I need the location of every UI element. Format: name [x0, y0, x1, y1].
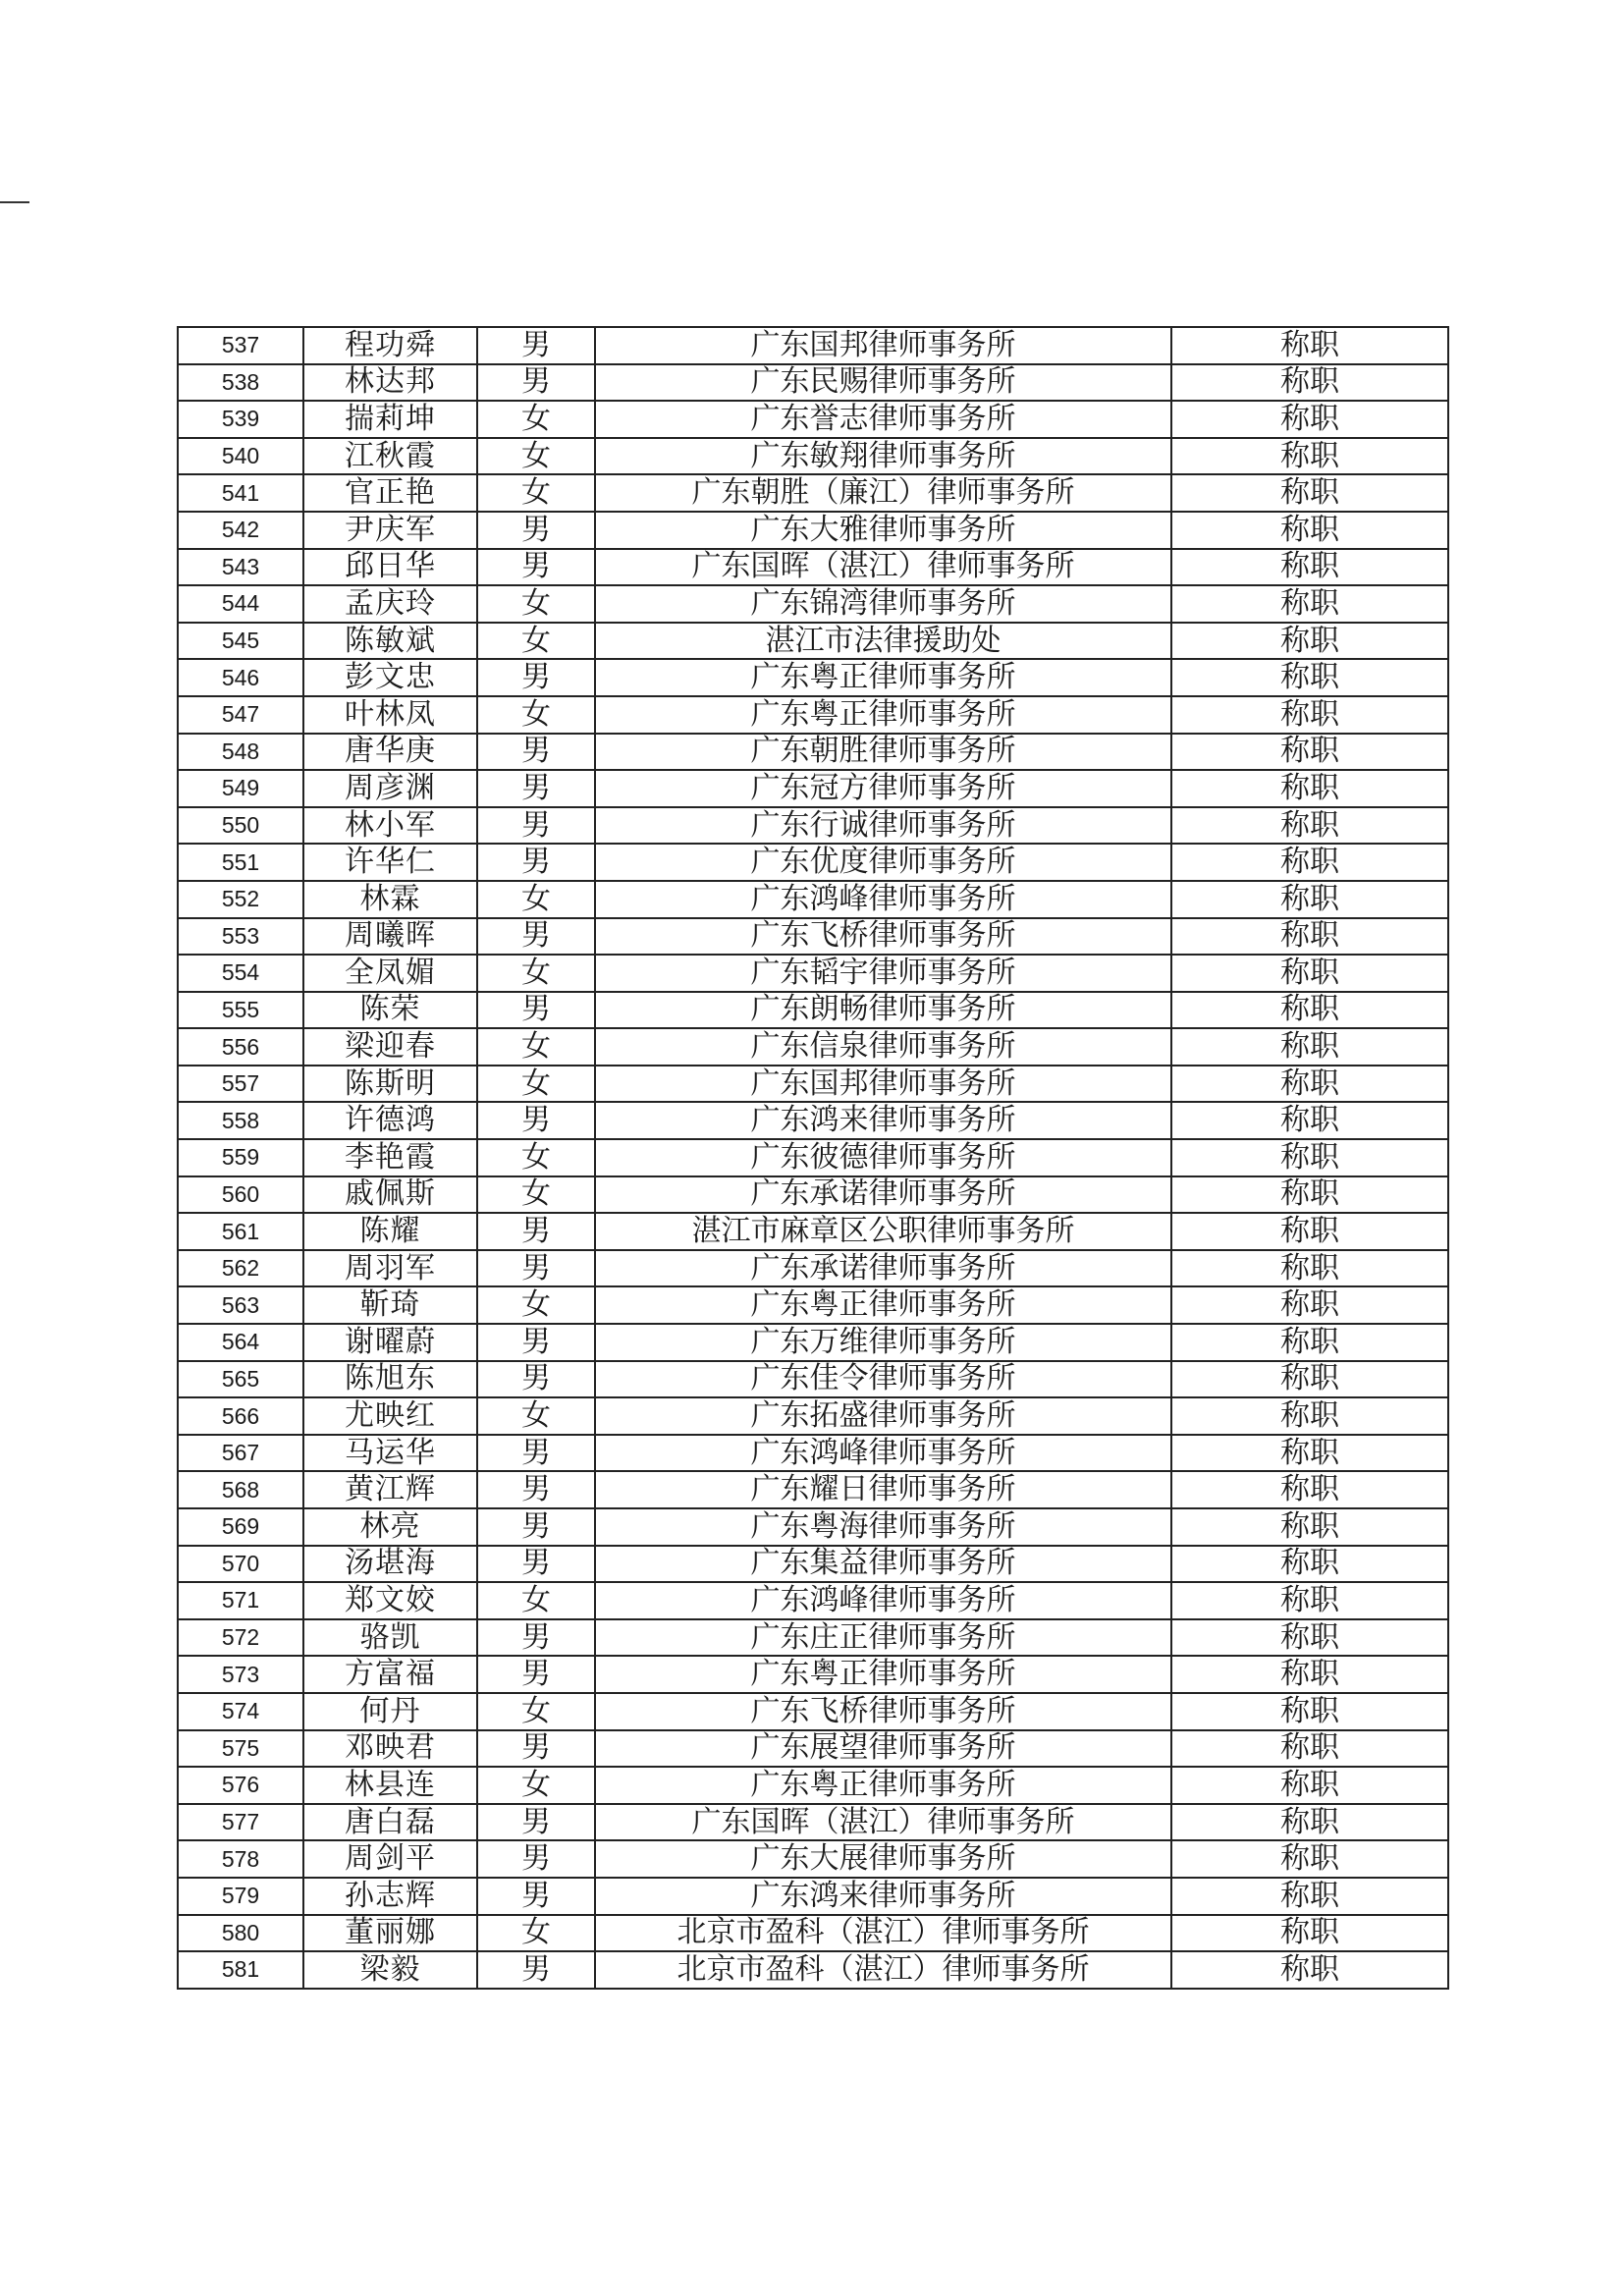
law-firm-cell: 广东粤正律师事务所: [595, 1767, 1171, 1804]
law-firm-cell: 广东鸿来律师事务所: [595, 1878, 1171, 1915]
lawyer-name-cell: 林霖: [303, 881, 477, 918]
gender-cell: 男: [477, 1213, 595, 1250]
table-row: [178, 1324, 1448, 1361]
lawyer-name-cell: 彭文忠: [303, 659, 477, 696]
lawyer-name-cell: 唐白磊: [303, 1804, 477, 1841]
gender-cell: 男: [477, 1730, 595, 1768]
lawyer-name-cell: 许德鸿: [303, 1102, 477, 1139]
lawyer-name-cell: 董丽娜: [303, 1915, 477, 1952]
gender-cell: 女: [477, 1176, 595, 1214]
law-firm-cell: 广东彼德律师事务所: [595, 1139, 1171, 1176]
law-firm-cell: 广东大雅律师事务所: [595, 512, 1171, 549]
table-row: [178, 1028, 1448, 1066]
gender-cell: 男: [477, 1508, 595, 1546]
law-firm-cell: 广东国邦律师事务所: [595, 1066, 1171, 1103]
law-firm-cell: 广东承诺律师事务所: [595, 1250, 1171, 1287]
lawyer-name-cell: 梁迎春: [303, 1028, 477, 1066]
table-row: [178, 1878, 1448, 1915]
law-firm-cell: 广东朗畅律师事务所: [595, 992, 1171, 1029]
row-number-cell: 573: [178, 1656, 303, 1693]
table-row: [178, 1951, 1448, 1989]
lawyer-name-cell: 周彦渊: [303, 770, 477, 807]
gender-cell: 男: [477, 1951, 595, 1989]
row-number-cell: 549: [178, 770, 303, 807]
assessment-result-cell: 称职: [1171, 1397, 1448, 1435]
lawyer-name-cell: 孟庆玲: [303, 585, 477, 623]
lawyer-name-cell: 陈旭东: [303, 1361, 477, 1398]
gender-cell: 女: [477, 1139, 595, 1176]
lawyer-name-cell: 周曦晖: [303, 918, 477, 956]
law-firm-cell: 湛江市麻章区公职律师事务所: [595, 1213, 1171, 1250]
law-firm-cell: 广东粤海律师事务所: [595, 1508, 1171, 1546]
row-number-cell: 550: [178, 807, 303, 845]
assessment-result-cell: 称职: [1171, 807, 1448, 845]
row-number-cell: 539: [178, 401, 303, 438]
table-row: [178, 1286, 1448, 1324]
law-firm-cell: 广东粤正律师事务所: [595, 1286, 1171, 1324]
law-firm-cell: 广东国晖（湛江）律师事务所: [595, 549, 1171, 586]
lawyer-name-cell: 郑文姣: [303, 1582, 477, 1619]
row-number-cell: 571: [178, 1582, 303, 1619]
table-row: [178, 474, 1448, 512]
assessment-result-cell: 称职: [1171, 918, 1448, 956]
row-number-cell: 544: [178, 585, 303, 623]
assessment-result-cell: 称职: [1171, 1915, 1448, 1952]
law-firm-cell: 广东飞桥律师事务所: [595, 1693, 1171, 1730]
law-firm-cell: 广东拓盛律师事务所: [595, 1397, 1171, 1435]
row-number-cell: 555: [178, 992, 303, 1029]
gender-cell: 女: [477, 1066, 595, 1103]
lawyer-name-cell: 林达邦: [303, 364, 477, 402]
table-row: [178, 512, 1448, 549]
assessment-result-cell: 称职: [1171, 1250, 1448, 1287]
lawyer-name-cell: 江秋霞: [303, 438, 477, 475]
law-firm-cell: 广东鸿来律师事务所: [595, 1102, 1171, 1139]
law-firm-cell: 广东行诚律师事务所: [595, 807, 1171, 845]
gender-cell: 男: [477, 1250, 595, 1287]
row-number-cell: 566: [178, 1397, 303, 1435]
assessment-result-cell: 称职: [1171, 1176, 1448, 1214]
assessment-result-cell: 称职: [1171, 1324, 1448, 1361]
gender-cell: 男: [477, 1324, 595, 1361]
assessment-result-cell: 称职: [1171, 1508, 1448, 1546]
law-firm-cell: 北京市盈科（湛江）律师事务所: [595, 1915, 1171, 1952]
gender-cell: 女: [477, 881, 595, 918]
law-firm-cell: 广东粤正律师事务所: [595, 696, 1171, 734]
row-number-cell: 563: [178, 1286, 303, 1324]
gender-cell: 男: [477, 1619, 595, 1657]
table-row: [178, 1804, 1448, 1841]
row-number-cell: 538: [178, 364, 303, 402]
lawyer-name-cell: 尹庆军: [303, 512, 477, 549]
row-number-cell: 553: [178, 918, 303, 956]
table-row: [178, 401, 1448, 438]
assessment-result-cell: 称职: [1171, 659, 1448, 696]
law-firm-cell: 广东庄正律师事务所: [595, 1619, 1171, 1657]
table-row: [178, 1508, 1448, 1546]
lawyer-name-cell: 揣莉坤: [303, 401, 477, 438]
row-number-cell: 579: [178, 1878, 303, 1915]
row-number-cell: 567: [178, 1435, 303, 1472]
assessment-result-cell: 称职: [1171, 881, 1448, 918]
table-row: [178, 770, 1448, 807]
gender-cell: 男: [477, 327, 595, 364]
table-row: [178, 1656, 1448, 1693]
law-firm-cell: 广东冠方律师事务所: [595, 770, 1171, 807]
law-firm-cell: 广东朝胜律师事务所: [595, 734, 1171, 771]
table-row: [178, 364, 1448, 402]
table-row: [178, 1066, 1448, 1103]
row-number-cell: 543: [178, 549, 303, 586]
law-firm-cell: 广东鸿峰律师事务所: [595, 1582, 1171, 1619]
gender-cell: 男: [477, 1546, 595, 1583]
table-row: [178, 1102, 1448, 1139]
assessment-result-cell: 称职: [1171, 1066, 1448, 1103]
assessment-result-cell: 称职: [1171, 1028, 1448, 1066]
law-firm-cell: 广东信泉律师事务所: [595, 1028, 1171, 1066]
assessment-result-cell: 称职: [1171, 623, 1448, 660]
assessment-result-cell: 称职: [1171, 1840, 1448, 1878]
assessment-result-cell: 称职: [1171, 1656, 1448, 1693]
table-row: [178, 1619, 1448, 1657]
row-number-cell: 552: [178, 881, 303, 918]
table-row: [178, 918, 1448, 956]
assessment-result-cell: 称职: [1171, 585, 1448, 623]
row-number-cell: 545: [178, 623, 303, 660]
assessment-result-cell: 称职: [1171, 327, 1448, 364]
row-number-cell: 548: [178, 734, 303, 771]
gender-cell: 男: [477, 844, 595, 881]
lawyer-name-cell: 李艳霞: [303, 1139, 477, 1176]
law-firm-cell: 广东耀日律师事务所: [595, 1471, 1171, 1508]
table-row: [178, 659, 1448, 696]
gender-cell: 男: [477, 1102, 595, 1139]
assessment-result-cell: 称职: [1171, 1730, 1448, 1768]
row-number-cell: 569: [178, 1508, 303, 1546]
table-row: [178, 1397, 1448, 1435]
row-number-cell: 572: [178, 1619, 303, 1657]
gender-cell: 男: [477, 549, 595, 586]
row-number-cell: 551: [178, 844, 303, 881]
assessment-result-cell: 称职: [1171, 1435, 1448, 1472]
lawyer-name-cell: 程功舜: [303, 327, 477, 364]
lawyer-name-cell: 唐华庚: [303, 734, 477, 771]
gender-cell: 男: [477, 1435, 595, 1472]
assessment-result-cell: 称职: [1171, 955, 1448, 992]
lawyer-name-cell: 陈耀: [303, 1213, 477, 1250]
table-row: [178, 696, 1448, 734]
assessment-result-cell: 称职: [1171, 1693, 1448, 1730]
law-firm-cell: 广东粤正律师事务所: [595, 1656, 1171, 1693]
assessment-result-cell: 称职: [1171, 992, 1448, 1029]
gender-cell: 男: [477, 659, 595, 696]
gender-cell: 女: [477, 1582, 595, 1619]
assessment-result-cell: 称职: [1171, 1286, 1448, 1324]
assessment-result-cell: 称职: [1171, 1878, 1448, 1915]
law-firm-cell: 广东万维律师事务所: [595, 1324, 1171, 1361]
assessment-result-cell: 称职: [1171, 364, 1448, 402]
lawyer-name-cell: 方富福: [303, 1656, 477, 1693]
table-row: [178, 844, 1448, 881]
lawyer-name-cell: 谢曜蔚: [303, 1324, 477, 1361]
gender-cell: 女: [477, 438, 595, 475]
lawyer-name-cell: 许华仁: [303, 844, 477, 881]
lawyer-name-cell: 林小军: [303, 807, 477, 845]
row-number-cell: 574: [178, 1693, 303, 1730]
assessment-result-cell: 称职: [1171, 1139, 1448, 1176]
gender-cell: 女: [477, 474, 595, 512]
assessment-result-cell: 称职: [1171, 549, 1448, 586]
assessment-result-cell: 称职: [1171, 512, 1448, 549]
table-row: [178, 1139, 1448, 1176]
lawyer-name-cell: 黄江辉: [303, 1471, 477, 1508]
table-row: [178, 549, 1448, 586]
table-row: [178, 1361, 1448, 1398]
assessment-result-cell: 称职: [1171, 770, 1448, 807]
law-firm-cell: 广东锦湾律师事务所: [595, 585, 1171, 623]
row-number-cell: 561: [178, 1213, 303, 1250]
gender-cell: 男: [477, 734, 595, 771]
gender-cell: 女: [477, 401, 595, 438]
gender-cell: 男: [477, 1878, 595, 1915]
row-number-cell: 556: [178, 1028, 303, 1066]
gender-cell: 男: [477, 807, 595, 845]
gender-cell: 男: [477, 1656, 595, 1693]
law-firm-cell: 广东韬宇律师事务所: [595, 955, 1171, 992]
table-row: [178, 807, 1448, 845]
row-number-cell: 559: [178, 1139, 303, 1176]
assessment-result-cell: 称职: [1171, 696, 1448, 734]
assessment-result-cell: 称职: [1171, 1471, 1448, 1508]
table-row: [178, 1693, 1448, 1730]
lawyer-name-cell: 何丹: [303, 1693, 477, 1730]
lawyer-name-cell: 林亮: [303, 1508, 477, 1546]
lawyer-name-cell: 陈斯明: [303, 1066, 477, 1103]
row-number-cell: 557: [178, 1066, 303, 1103]
law-firm-cell: 广东飞桥律师事务所: [595, 918, 1171, 956]
row-number-cell: 564: [178, 1324, 303, 1361]
law-firm-cell: 广东优度律师事务所: [595, 844, 1171, 881]
lawyer-name-cell: 陈荣: [303, 992, 477, 1029]
lawyer-name-cell: 靳琦: [303, 1286, 477, 1324]
lawyer-name-cell: 骆凯: [303, 1619, 477, 1657]
assessment-result-cell: 称职: [1171, 1804, 1448, 1841]
gender-cell: 男: [477, 1840, 595, 1878]
table-row: [178, 1213, 1448, 1250]
law-firm-cell: 广东承诺律师事务所: [595, 1176, 1171, 1214]
table-row: [178, 1840, 1448, 1878]
lawyer-name-cell: 戚佩斯: [303, 1176, 477, 1214]
law-firm-cell: 湛江市法律援助处: [595, 623, 1171, 660]
law-firm-cell: 广东民赐律师事务所: [595, 364, 1171, 402]
assessment-result-cell: 称职: [1171, 1361, 1448, 1398]
lawyer-name-cell: 林县连: [303, 1767, 477, 1804]
table-row: [178, 881, 1448, 918]
table-row: [178, 1730, 1448, 1768]
row-number-cell: 576: [178, 1767, 303, 1804]
table-row: [178, 623, 1448, 660]
lawyer-name-cell: 孙志辉: [303, 1878, 477, 1915]
row-number-cell: 540: [178, 438, 303, 475]
table-row: [178, 1435, 1448, 1472]
lawyer-name-cell: 全凤媚: [303, 955, 477, 992]
gender-cell: 女: [477, 1286, 595, 1324]
gender-cell: 男: [477, 1804, 595, 1841]
table-row: [178, 1767, 1448, 1804]
assessment-result-cell: 称职: [1171, 734, 1448, 771]
table-row: [178, 1250, 1448, 1287]
law-firm-cell: 广东展望律师事务所: [595, 1730, 1171, 1768]
gender-cell: 女: [477, 623, 595, 660]
table-row: [178, 1546, 1448, 1583]
table-row: [178, 1582, 1448, 1619]
lawyer-name-cell: 叶林凤: [303, 696, 477, 734]
law-firm-cell: 广东粤正律师事务所: [595, 659, 1171, 696]
law-firm-cell: 广东集益律师事务所: [595, 1546, 1171, 1583]
lawyer-name-cell: 梁毅: [303, 1951, 477, 1989]
assessment-result-cell: 称职: [1171, 401, 1448, 438]
assessment-result-cell: 称职: [1171, 1213, 1448, 1250]
gender-cell: 男: [477, 992, 595, 1029]
table-row: [178, 327, 1448, 364]
table-row: [178, 585, 1448, 623]
row-number-cell: 562: [178, 1250, 303, 1287]
law-firm-cell: 广东大展律师事务所: [595, 1840, 1171, 1878]
assessment-result-cell: 称职: [1171, 1951, 1448, 1989]
table-body: [178, 327, 1448, 1989]
assessment-result-cell: 称职: [1171, 1619, 1448, 1657]
lawyer-name-cell: 汤堪海: [303, 1546, 477, 1583]
row-number-cell: 575: [178, 1730, 303, 1768]
lawyer-name-cell: 陈敏斌: [303, 623, 477, 660]
lawyer-name-cell: 周剑平: [303, 1840, 477, 1878]
row-number-cell: 558: [178, 1102, 303, 1139]
gender-cell: 男: [477, 364, 595, 402]
assessment-result-cell: 称职: [1171, 474, 1448, 512]
gender-cell: 女: [477, 1693, 595, 1730]
assessment-result-cell: 称职: [1171, 1582, 1448, 1619]
row-number-cell: 560: [178, 1176, 303, 1214]
assessment-result-cell: 称职: [1171, 844, 1448, 881]
margin-mark: [0, 201, 29, 203]
law-firm-cell: 广东国邦律师事务所: [595, 327, 1171, 364]
table-row: [178, 955, 1448, 992]
lawyer-name-cell: 周羽军: [303, 1250, 477, 1287]
table-row: [178, 1471, 1448, 1508]
lawyer-name-cell: 马运华: [303, 1435, 477, 1472]
law-firm-cell: 广东朝胜（廉江）律师事务所: [595, 474, 1171, 512]
assessment-result-cell: 称职: [1171, 1546, 1448, 1583]
law-firm-cell: 广东佳令律师事务所: [595, 1361, 1171, 1398]
row-number-cell: 565: [178, 1361, 303, 1398]
gender-cell: 女: [477, 696, 595, 734]
gender-cell: 女: [477, 1028, 595, 1066]
gender-cell: 女: [477, 955, 595, 992]
table-row: [178, 438, 1448, 475]
gender-cell: 女: [477, 1915, 595, 1952]
law-firm-cell: 北京市盈科（湛江）律师事务所: [595, 1951, 1171, 1989]
lawyer-assessment-table: [177, 326, 1449, 1990]
gender-cell: 女: [477, 585, 595, 623]
gender-cell: 女: [477, 1397, 595, 1435]
law-firm-cell: 广东国晖（湛江）律师事务所: [595, 1804, 1171, 1841]
row-number-cell: 547: [178, 696, 303, 734]
row-number-cell: 541: [178, 474, 303, 512]
row-number-cell: 554: [178, 955, 303, 992]
row-number-cell: 568: [178, 1471, 303, 1508]
table-row: [178, 992, 1448, 1029]
row-number-cell: 542: [178, 512, 303, 549]
assessment-result-cell: 称职: [1171, 1102, 1448, 1139]
gender-cell: 男: [477, 1471, 595, 1508]
row-number-cell: 578: [178, 1840, 303, 1878]
row-number-cell: 546: [178, 659, 303, 696]
row-number-cell: 570: [178, 1546, 303, 1583]
table-row: [178, 734, 1448, 771]
law-firm-cell: 广东敏翔律师事务所: [595, 438, 1171, 475]
gender-cell: 男: [477, 1361, 595, 1398]
row-number-cell: 537: [178, 327, 303, 364]
law-firm-cell: 广东誉志律师事务所: [595, 401, 1171, 438]
law-firm-cell: 广东鸿峰律师事务所: [595, 881, 1171, 918]
lawyer-name-cell: 官正艳: [303, 474, 477, 512]
row-number-cell: 577: [178, 1804, 303, 1841]
lawyer-name-cell: 尤映红: [303, 1397, 477, 1435]
assessment-result-cell: 称职: [1171, 438, 1448, 475]
gender-cell: 男: [477, 770, 595, 807]
lawyer-name-cell: 邓映君: [303, 1730, 477, 1768]
gender-cell: 男: [477, 918, 595, 956]
gender-cell: 男: [477, 512, 595, 549]
row-number-cell: 580: [178, 1915, 303, 1952]
lawyer-name-cell: 邱日华: [303, 549, 477, 586]
law-firm-cell: 广东鸿峰律师事务所: [595, 1435, 1171, 1472]
assessment-result-cell: 称职: [1171, 1767, 1448, 1804]
table-row: [178, 1915, 1448, 1952]
gender-cell: 女: [477, 1767, 595, 1804]
table-row: [178, 1176, 1448, 1214]
row-number-cell: 581: [178, 1951, 303, 1989]
